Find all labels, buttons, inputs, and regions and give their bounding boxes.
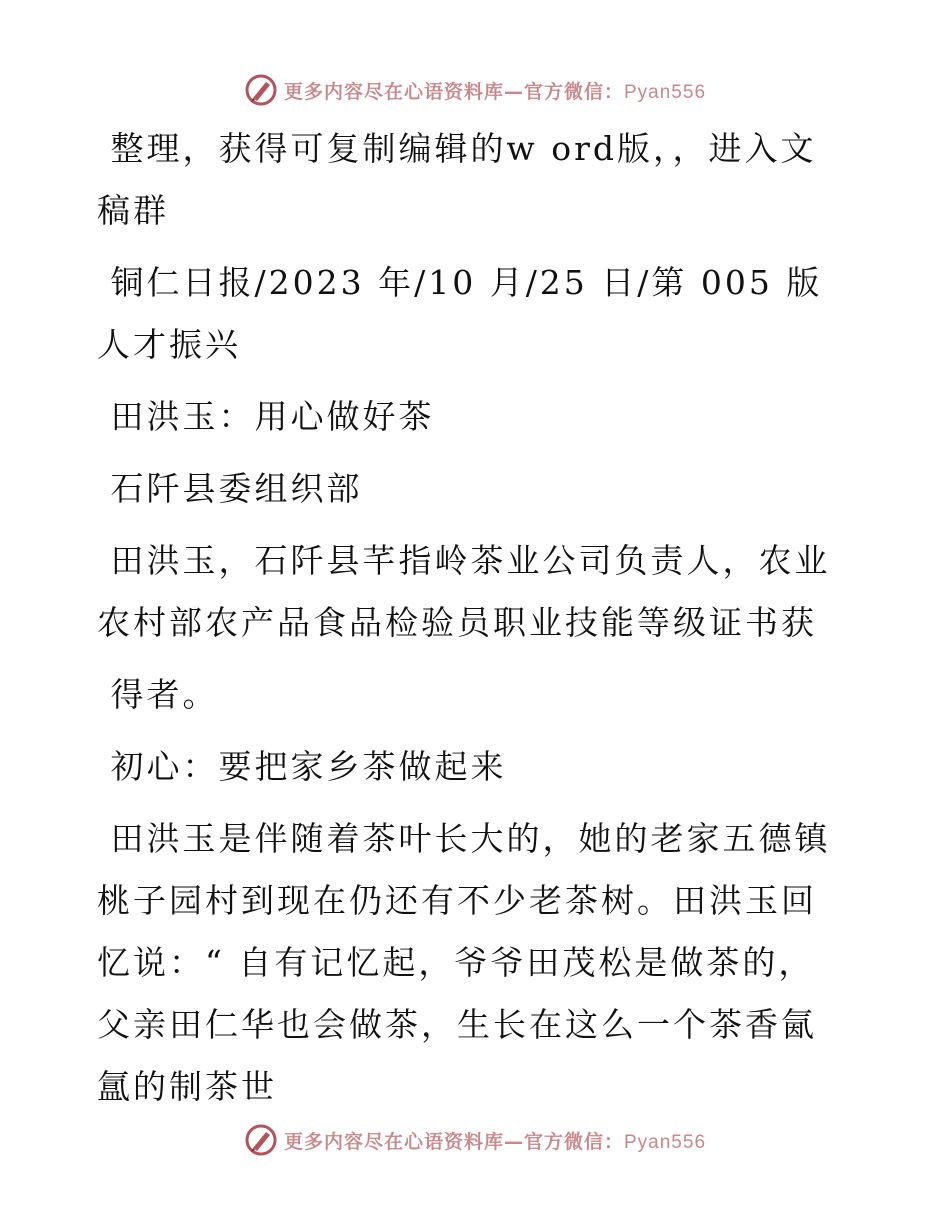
paragraph-6: 得者。 [97,675,219,714]
wechat-account: Pyan556 [624,1131,707,1153]
banner-title: 更多内容尽在心语资料库—官方微信： [283,80,624,103]
wechat-account: Pyan556 [624,81,707,103]
paragraph-8: 田洪玉是伴随着茶叶长大的，她的老家五德镇桃子园村到现在仍还有不少老茶树。田洪玉回忆说：“ 自有记忆起，爷爷田茂松是做茶的，父亲田仁华也会做茶，生长在这么一个茶香氤氲的制茶世 [97,819,831,1106]
banner-text [284,1127,706,1154]
article-byline: 石阡县委组织部 [97,469,363,508]
banner-title: 更多内容尽在心语资料库—官方微信： [283,1130,624,1153]
document-body [97,118,837,1128]
paragraph-1: 整理，获得可复制编辑的w ord版，，进入文稿群 [97,129,817,230]
section-heading: 初心：要把家乡茶做起来 [97,747,507,786]
pen-logo-icon [244,1123,278,1157]
paragraph-2: 铜仁日报/2023 年/10 月/25 日/第 005 版人才振兴 [97,263,823,364]
footer-banner [0,1120,950,1160]
article-title: 田洪玉：用心做好茶 [97,397,435,436]
paragraph-5: 田洪玉，石阡县芊指岭茶业公司负责人，农业农村部农产品食品检验员职业技能等级证书获 [97,541,831,642]
pen-logo-icon [244,73,278,107]
header-banner [0,70,950,110]
banner-text [284,77,706,104]
